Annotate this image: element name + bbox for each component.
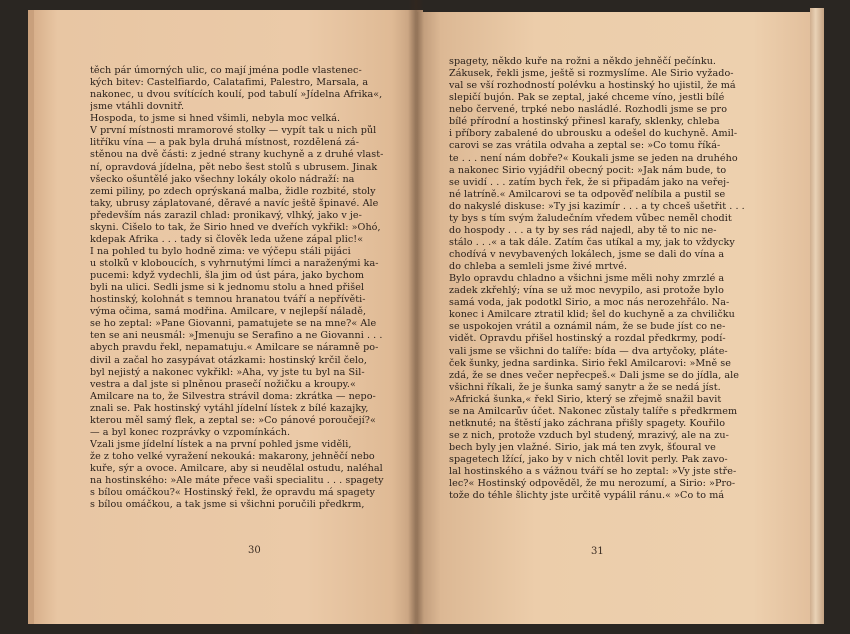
text-line: Zákusek, řekli jsme, ještě si rozmyslíme. Ale Sirio vyžado-: [449, 68, 734, 80]
text-line: výma očima, samá modřina. Amilcare, v nejlepší náladě,: [90, 306, 367, 318]
text-line: s bílou omáčkou, a tak jsme si všichni poručili předkrm,: [90, 499, 365, 511]
text-line: byli na ulici. Sedli jsme si k jednomu stolu a hned přišel: [90, 282, 365, 294]
text-line: těch pár úmorných ulic, co mají jména podle vlastenec-: [90, 65, 362, 76]
text-line: V první místnosti mramorové stolky — vypít tak u nich půl: [90, 125, 377, 137]
text-line: všecko ošuntělé jako všechny lokály okolo nádraží: na: [90, 173, 355, 185]
text-line: Hospoda, to jsme si hned všimli, nebyla moc velká.: [90, 113, 341, 125]
text-line: i příbory zabalené do ubrousku a odešel do kuchyně. Amil-: [449, 128, 738, 140]
text-line: se ho zeptal: »Pane Giovanni, pamatujete se na mne?« Ale: [90, 318, 377, 330]
left-page: [28, 10, 423, 624]
text-line: nebo červené, trpké nebo nasládlé. Rozhodli jsme se pro: [449, 104, 728, 116]
text-line: »Africká šunka,« řekl Sirio, který se zřejmě snažil bavit: [449, 393, 722, 405]
page-edges: [810, 8, 824, 624]
text-line: skyni. Čišelo to tak, že Sirio hned ve dveřích vykřikl: »Ohó,: [90, 221, 381, 233]
text-line: se na Amilcarův účet. Nakonec zůstaly talíře s předkrmem: [449, 405, 738, 417]
text-line: carovi se zas vrátila odvaha a zeptal se: »Co tomu říká-: [449, 140, 721, 152]
text-line: stěnou na dvě části: z jedné strany kuchyně a z druhé vlast-: [90, 149, 384, 161]
text-line: ty bys s tím svým žaludečním vředem vůbec neměl chodit: [449, 212, 732, 224]
text-line: — a byl konec rozprávky o vzpomínkách.: [90, 426, 291, 438]
text-line: slepičí bujón. Pak se zeptal, jaké chceme víno, jestli bílé: [449, 92, 725, 104]
text-line: na hostinského: »Ale máte přece vaši specialitu . . . spagety: [90, 475, 384, 487]
text-line: vidět. Opravdu přišel hostinský a rozdal předkrmy, podí-: [449, 333, 726, 345]
text-line: tože do téhle šlichty jste určitě vypálil ránu.« »Co to má: [449, 490, 725, 502]
text-line: všichni říkali, že je šunka samý sanytr a že se nedá jíst.: [449, 381, 721, 393]
text-line: ček šunky, jedna sardinka. Sirio řekl Amilcarovi: »Mně se: [449, 357, 731, 369]
text-line: znali se. Pak hostinský vytáhl jídelní lístek z bílé kazajky,: [90, 402, 369, 414]
text-line: se uvidí . . . zatím bych řek, že si připadám jako na veřej-: [449, 176, 730, 188]
text-line: lec?« Hostinský odpověděl, že mu nerozumí, a Sirio: »Pro-: [449, 478, 736, 490]
text-line: ní, opravdová jídelna, pět nebo šest stolů s ubrusem. Jinak: [90, 161, 378, 173]
left-page-number: 30: [248, 545, 261, 556]
text-line: I na pohled tu bylo hodně zima: ve výčepu stáli pijáci: [90, 245, 351, 257]
text-line: se z nich, protože vzduch byl studený, mrazivý, ale na zu-: [449, 429, 729, 441]
text-line: stálo . . .« a tak dále. Zatím čas utíkal a my, jak to vždycky: [449, 236, 735, 248]
text-line: především nás zarazil chlad: pronikavý, vlhký, jako v je-: [90, 209, 362, 221]
text-line: byl nejistý a nakonec vykřikl: »Aha, vy jste tu byl na Sil-: [90, 366, 365, 378]
text-line: se uspokojen vrátil a oznámil nám, že se bude jíst co ne-: [449, 321, 726, 333]
text-line: konec i Amilcare ztratil klid; šel do kuchyně a za chviličku: [449, 309, 735, 321]
text-line: taky, ubrusy záplatované, děravé a navíc ještě špinavé. Ale: [90, 197, 379, 209]
text-line: kdepak Afrika . . . tady si člověk leda užene zápal plic!«: [90, 233, 364, 245]
text-line: nakonec, u dvou svítících koulí, pod tabulí »Jídelna Afrika«,: [90, 89, 383, 101]
right-page-number: 31: [591, 546, 604, 557]
text-line: vali jsme se všichni do talíře: bída — dva artyčoky, pláte-: [449, 345, 728, 357]
right-page: [417, 12, 812, 624]
text-line: hostinský, kolohnát s temnou hranatou tváří a nepřívěti-: [90, 294, 366, 306]
text-line: pucemi: když vydechli, šla jim od úst pára, jako bychom: [90, 270, 365, 282]
text-line: né latríně.« Amilcarovi se ta odpověď nelíbila a pustil se: [449, 188, 726, 200]
text-line: s bílou omáčkou?« Hostinský řekl, že opravdu má spagety: [90, 487, 375, 499]
text-line: zadek zkřehlý; vína se už moc nevypilo, asi protože bylo: [449, 285, 724, 297]
left-page-text: [90, 65, 417, 511]
right-page-text: [449, 56, 789, 502]
text-line: do hospody . . . a ty by ses rád najedl, aby tě to nic ne-: [449, 224, 717, 236]
text-line: kterou měl samý flek, a zeptal se: »Co pánové poroučejí?«: [90, 414, 376, 426]
text-line: abych pravdu řekl, nepamatuju.« Amilcare se náramně po-: [90, 342, 379, 354]
text-line: zdá, že se dnes večer nepřecpeš.« Dali jsme se do jídla, ale: [449, 369, 740, 381]
text-line: zemi piliny, po zdech oprýskaná malba, židle rozbité, stoly: [90, 185, 376, 197]
text-line: kuře, sýr a ovoce. Amilcare, aby si neudělal ostudu, naléhal: [90, 463, 383, 475]
book-gutter: [408, 0, 424, 634]
text-line: netknuté; na štěstí jako záchrana přišly spagety. Kouřilo: [449, 417, 726, 429]
text-line: kých bitev: Castelfiardo, Calatafimi, Palestro, Marsala, a: [90, 77, 369, 89]
text-line: že z toho velké vyražení nekouká: makarony, jehněčí nebo: [90, 451, 375, 462]
text-line: spagetech lžící, jako by v nich chtěl lovit perly. Pak zavo-: [449, 454, 728, 466]
text-line: bech byly jen vlažné. Sirio, jak má ten zvyk, šťoural ve: [449, 442, 716, 453]
text-line: Bylo opravdu chladno a všichni jsme měli nohy zmrzlé a: [449, 273, 725, 285]
text-line: u stolků v kloboucích, s vyhrnutými límci a naraženými ka-: [90, 258, 379, 269]
text-line: vestra a dal jste si plněnou prasečí nožičku a kroupy.«: [90, 378, 356, 390]
text-line: chodívá v nevybavených lokálech, jsme se dali do vína a: [449, 249, 725, 260]
text-line: ten se ani neusmál: »Jmenuju se Serafino a ne Giovanni . . .: [90, 330, 383, 342]
text-line: jsme vtáhli dovnitř.: [90, 101, 185, 113]
text-line: samá voda, jak podotkl Sirio, a moc nás nerozehřálo. Na-: [449, 297, 730, 309]
text-line: Amilcare na to, že Silvestra strávil doma: zkrátka — nepo-: [90, 390, 376, 402]
text-line: lal hostinského a s vážnou tváří se ho zeptal: »Vy jste stře-: [449, 466, 737, 478]
text-line: spagety, někdo kuře na rožni a někdo jehněčí pečínku.: [449, 56, 717, 67]
text-line: divil a začal ho zasypávat otázkami: hostinský krčil čelo,: [90, 354, 367, 366]
text-line: do nakyslé diskuse: »Ty jsi kazimír . . . a ty chceš ušetřit . . .: [449, 200, 745, 212]
text-line: te . . . není nám dobře?« Koukali jsme se jeden na druhého: [449, 152, 738, 164]
text-line: a nakonec Sirio vyjádřil obecný pocit: »Jak nám bude, to: [449, 164, 727, 176]
text-line: val se vší rozhodností polévku a hostinský ho ujistil, že má: [449, 80, 736, 92]
text-line: do chleba a semleli jsme živé mrtvé.: [449, 261, 628, 273]
text-line: litříku vína — a pak byla druhá místnost, rozdělená zá-: [90, 137, 359, 149]
text-line: bílé přírodní a hostinský přinesl karafy, sklenky, chleba: [449, 116, 720, 128]
text-line: Vzali jsme jídelní lístek a na první pohled jsme viděli,: [90, 438, 352, 450]
